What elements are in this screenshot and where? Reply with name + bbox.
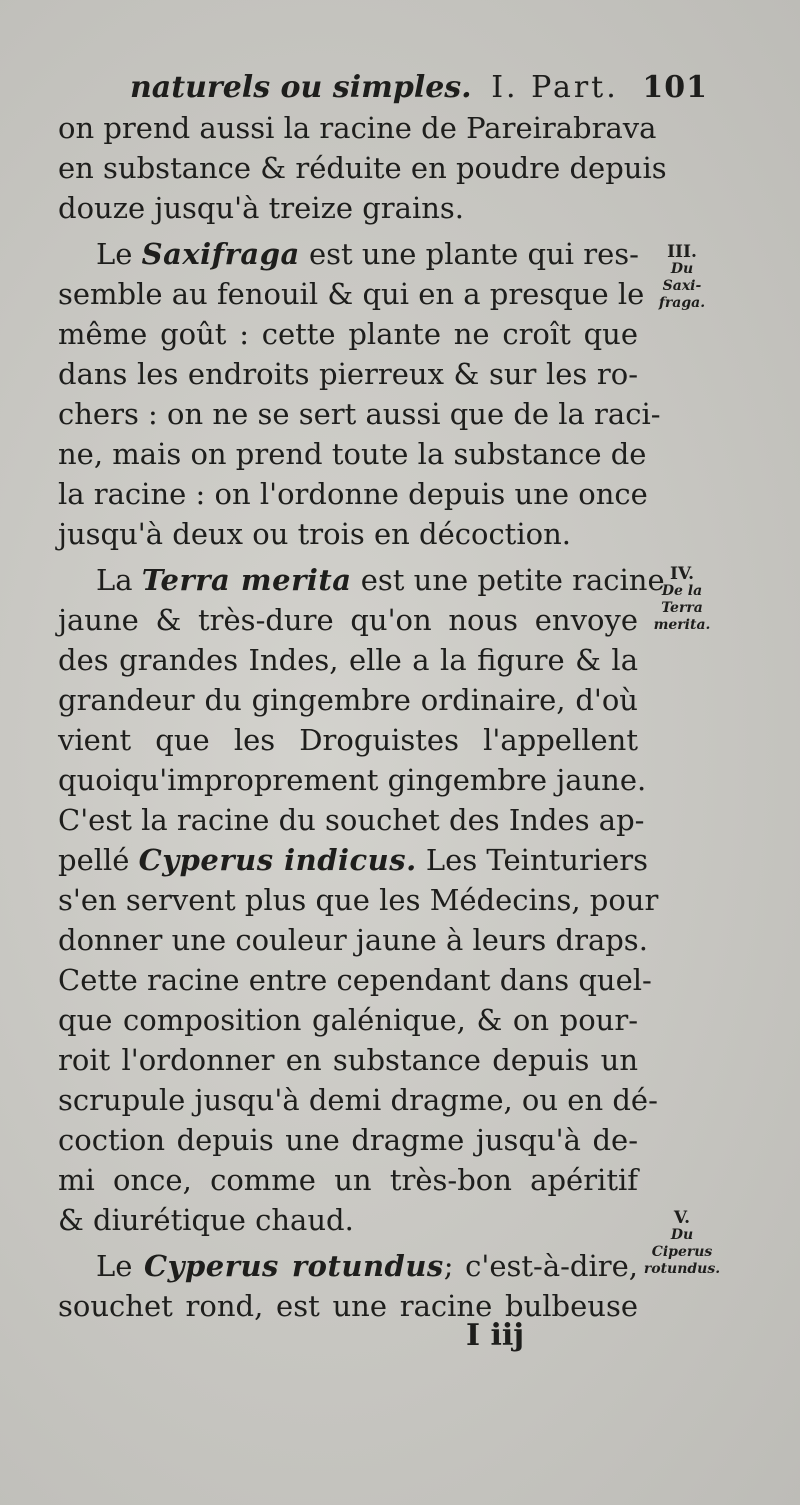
text-line: jaune & très-dure qu'on nous envoye — [58, 603, 638, 637]
margin-note-word: Saxi- — [662, 278, 702, 294]
body-text — [58, 108, 667, 1326]
signature-mark: I iij — [466, 1318, 525, 1353]
margin-note-word: Terra — [661, 600, 703, 616]
word: Le — [96, 237, 133, 271]
margin-note-cyperus-rotundus — [636, 1210, 728, 1278]
word: est une plante qui res- — [309, 237, 639, 271]
text-line: mi once, comme un très-bon apéritif — [58, 1163, 638, 1197]
latin-term: Cyperus indicus. — [138, 843, 417, 877]
text-line: dans les endroits pierreux & sur les ro- — [58, 357, 638, 391]
latin-term: Cyperus rotundus — [144, 1249, 444, 1283]
latin-term: Terra merita — [141, 563, 352, 597]
text-line: on prend aussi la racine de Pareirabrava — [58, 111, 657, 145]
text-line — [58, 234, 638, 274]
margin-note-terra-merita — [636, 566, 728, 634]
margin-note-word: fraga. — [658, 295, 706, 311]
text-line — [58, 840, 649, 880]
page-number: 101 — [642, 70, 708, 105]
latin-term: Saxifraga — [141, 237, 300, 271]
text-line: grandeur du gingembre ordinaire, d'où — [58, 683, 638, 717]
running-title: naturels ou simples. — [130, 70, 472, 105]
text-line: ne, mais on prend toute la substance de — [58, 437, 647, 471]
word: ; c'est-à-dire, — [443, 1249, 639, 1283]
word: pellé — [58, 843, 130, 877]
text-line: scrupule jusqu'à demi dragme, ou en dé- — [58, 1083, 658, 1117]
text-line: C'est la racine du souchet des Indes ap- — [58, 803, 645, 837]
text-line — [58, 560, 665, 600]
margin-note-word: rotundus. — [643, 1261, 721, 1277]
margin-note-word: De la — [661, 583, 703, 599]
text-line: & diurétique chaud. — [58, 1203, 354, 1237]
margin-note-number: III. — [667, 242, 697, 262]
margin-note-word: Ciperus — [651, 1244, 713, 1260]
margin-note-word: Du — [670, 261, 694, 277]
margin-note-word: Du — [670, 1227, 694, 1243]
text-line: en substance & réduite en poudre depuis — [58, 151, 667, 185]
text-line: souchet rond, est une racine bulbeuse — [58, 1289, 638, 1323]
margin-note-number: IV. — [669, 564, 695, 584]
text-line: donner une couleur jaune à leurs draps. — [58, 923, 648, 957]
text-line: que composition galénique, & on pour- — [58, 1003, 638, 1037]
text-line: des grandes Indes, elle a la figure & la — [58, 643, 638, 677]
running-header — [130, 70, 708, 105]
text-line — [58, 1246, 638, 1286]
text-line: roit l'ordonner en substance depuis un — [58, 1043, 638, 1077]
text-line: vient que les Droguistes l'appellent — [58, 723, 638, 757]
text-line: semble au fenouil & qui en a presque le — [58, 277, 645, 311]
text-line: coction depuis une dragme jusqu'à de- — [58, 1123, 638, 1157]
word: est une petite racine — [360, 563, 665, 597]
text-line: la racine : on l'ordonne depuis une once — [58, 477, 648, 511]
text-line: jusqu'à deux ou trois en décoction. — [58, 517, 571, 551]
text-line: chers : on ne se sert aussi que de la raci- — [58, 397, 661, 431]
word: Les Teinturiers — [425, 843, 649, 877]
part-label: I. Part. — [491, 70, 619, 105]
margin-note-saxifraga — [636, 244, 728, 312]
text-line: s'en servent plus que les Médecins, pour — [58, 883, 659, 917]
margin-note-number: V. — [673, 1208, 691, 1228]
text-line: douze jusqu'à treize grains. — [58, 191, 465, 225]
word: La — [96, 563, 133, 597]
text-line: même goût : cette plante ne croît que — [58, 317, 638, 351]
text-line: quoiqu'improprement gingembre jaune. — [58, 763, 647, 797]
text-line: Cette racine entre cependant dans quel- — [58, 963, 652, 997]
word: Le — [96, 1249, 133, 1283]
margin-note-word: merita. — [653, 617, 711, 633]
